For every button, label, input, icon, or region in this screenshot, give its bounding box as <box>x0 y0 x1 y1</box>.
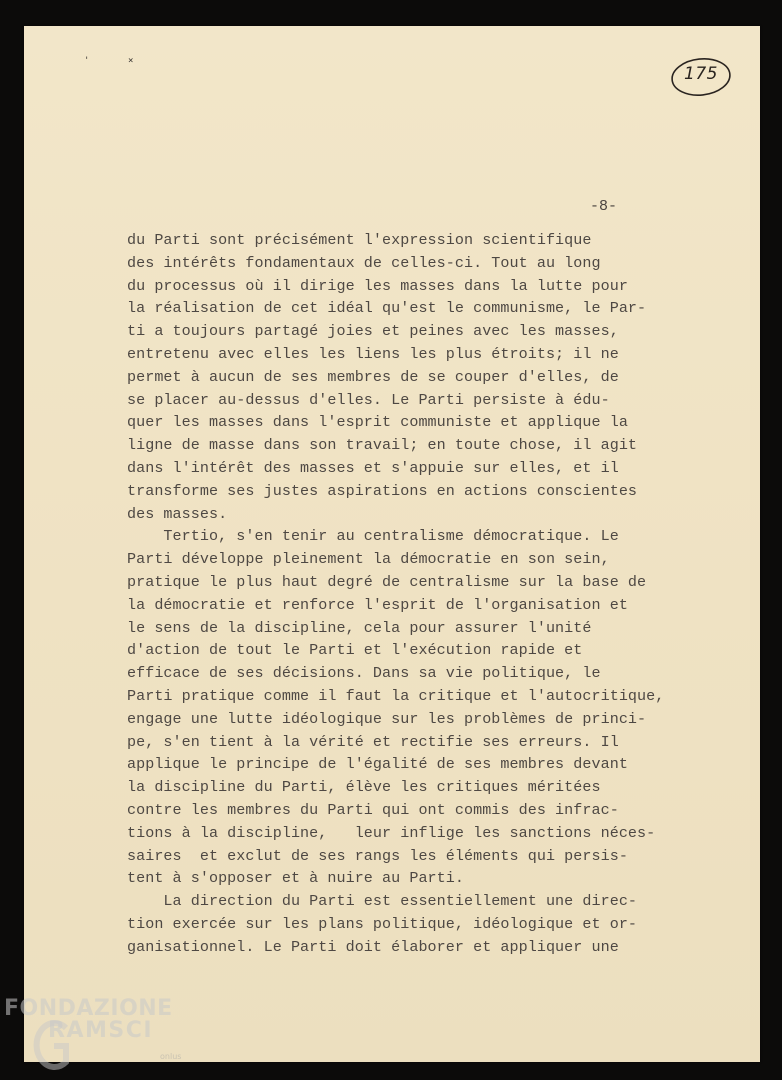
folio-stamp <box>670 56 732 98</box>
text-line: du processus où il dirige les masses dans la lutte pour <box>127 276 628 295</box>
text-line: quer les masses dans l'esprit communiste et applique la <box>127 413 628 432</box>
text-line: pratique le plus haut degré de centralisme sur la base de <box>127 572 647 591</box>
text-line: le sens de la discipline, cela pour assurer l'unité <box>127 618 592 637</box>
document-page <box>24 26 760 1062</box>
text-line: saires et exclut de ses rangs les éléments qui persis- <box>127 846 628 865</box>
punch-mark: ' <box>84 56 90 66</box>
text-line: dans l'intérêt des masses et s'appuie sur elles, et il <box>127 458 619 477</box>
punch-mark: × <box>128 56 134 66</box>
text-line: tent à s'opposer et à nuire au Parti. <box>127 869 464 888</box>
text-line: ligne de masse dans son travail; en toute chose, il agit <box>127 436 638 455</box>
text-line: tions à la discipline, leur inflige les sanctions néces- <box>127 823 656 842</box>
watermark-line2: RAMSCI <box>48 1018 154 1043</box>
text-line: efficace de ses décisions. Dans sa vie politique, le <box>127 664 601 683</box>
text-line: la discipline du Parti, élève les critiques méritées <box>127 778 601 797</box>
watermark-sub: onlus <box>160 1052 182 1061</box>
page-number: -8- <box>590 198 618 215</box>
text-line: des masses. <box>127 504 228 523</box>
text-line: des intérêts fondamentaux de celles-ci. Tout au long <box>127 253 601 272</box>
folio-number: 175 <box>684 64 718 84</box>
text-line: Tertio, s'en tenir au centralisme démocratique. Le <box>127 527 619 546</box>
text-line: La direction du Parti est essentiellement une direc- <box>127 892 638 911</box>
text-line: la démocratie et renforce l'esprit de l'organisation et <box>127 595 628 614</box>
fondazione-gramsci-watermark <box>4 996 204 1076</box>
text-line: engage une lutte idéologique sur les problèmes de princi- <box>127 709 647 728</box>
text-line: du Parti sont précisément l'expression scientifique <box>127 231 592 249</box>
text-line: ganisationnel. Le Parti doit élaborer et appliquer une <box>127 937 619 956</box>
text-line: entretenu avec elles les liens les plus étroits; il ne <box>127 344 619 363</box>
watermark-line1: FONDAZIONE <box>4 996 173 1021</box>
text-line: applique le principe de l'égalité de ses membres devant <box>127 755 628 774</box>
text-line: contre les membres du Parti qui ont commis des infrac- <box>127 800 619 819</box>
text-line: permet à aucun de ses membres de se couper d'elles, de <box>127 367 619 386</box>
typewritten-text <box>127 229 697 959</box>
text-line: ti a toujours partagé joies et peines avec les masses, <box>127 322 619 341</box>
text-line: Parti développe pleinement la démocratie en son sein, <box>127 550 610 569</box>
text-line: tion exercée sur les plans politique, idéologique et or- <box>127 914 638 933</box>
text-line: pe, s'en tient à la vérité et rectifie ses erreurs. Il <box>127 732 619 751</box>
text-line: la réalisation de cet idéal qu'est le communisme, le Par- <box>127 299 647 318</box>
text-line: Parti pratique comme il faut la critique et l'autocritique, <box>127 686 665 705</box>
text-line: d'action de tout le Parti et l'exécution rapide et <box>127 641 583 660</box>
text-line: transforme ses justes aspirations en actions conscientes <box>127 481 638 500</box>
text-line: se placer au-dessus d'elles. Le Parti persiste à édu- <box>127 390 610 409</box>
